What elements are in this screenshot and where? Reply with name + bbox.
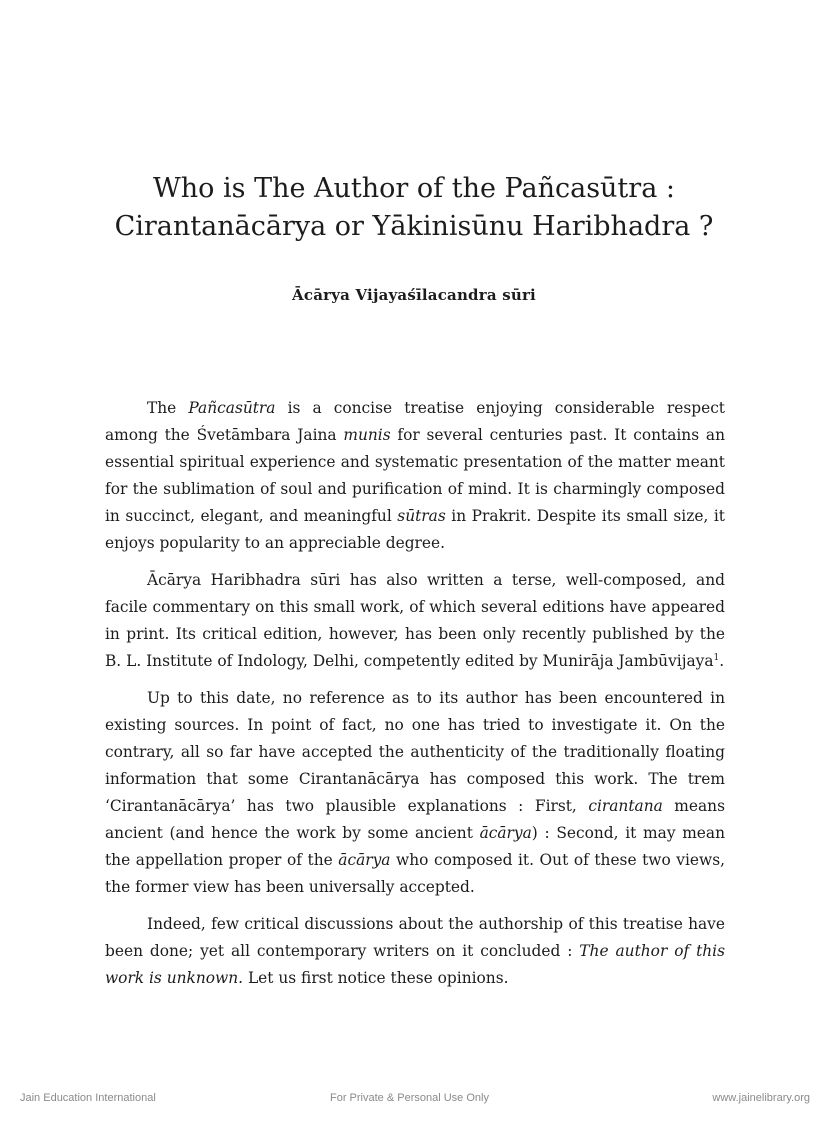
paragraph-3	[105, 685, 725, 901]
p3-text-a: Up to this date, no reference as to its author has been encountered in existing sources. In point of fact, no one has tried to investigate it. On the contrary, all so far have accepted the authenticity of the traditionally floating information that some Cirantanācārya has composed this work. The trem ‘Cirantanācārya’ has two plausible explanations : First,	[105, 689, 725, 815]
p1-italic-d: munis	[343, 426, 391, 444]
p1-italic-f: sūtras	[397, 507, 446, 525]
footnote-ref-1[interactable]: 1	[713, 652, 720, 663]
article-body	[105, 395, 725, 1002]
paragraph-4	[105, 911, 725, 992]
title-line-2: Cirantanācārya or Yākinisūnu Haribhadra ?	[114, 211, 714, 242]
p3-italic-b: cirantana	[588, 797, 663, 815]
author-name: Ācārya Vijayaśīlacandra sūri	[292, 286, 536, 304]
p1-italic-b: Pañcasūtra	[188, 399, 276, 417]
paragraph-1	[105, 395, 725, 557]
p3-italic-f: ācārya	[338, 851, 391, 869]
paragraph-2	[105, 567, 725, 675]
p2-text-a: Ācārya Haribhadra sūri has also written a terse, well-composed, and facile commentary on this small work, of which several editions have appeared in print. Its critical edition, however, has been only recently published by the B. L. Institute of Indology, Delhi, competently edited by Munirāja Jambūvijaya	[105, 571, 725, 670]
p1-text-e: for several centuries past. It contains an essential spiritual experience and systematic presentation of the matter meant for the sublimation of soul and purification of mind. It is charmingly composed in succinct, elegant, and meaningful	[105, 426, 725, 525]
p1-text-c: is a concise treatise enjoying considerable respect among the Śvetāmbara Jaina	[105, 399, 725, 444]
p3-text-e: ) : Second, it may mean the appellation proper of the	[105, 824, 725, 869]
p4-text-c: Let us first notice these opinions.	[243, 969, 509, 987]
p2-text-b: .	[719, 652, 725, 670]
p3-text-c: means ancient (and hence the work by some ancient	[105, 797, 725, 842]
footer-website-link[interactable]: www.jainelibrary.org	[712, 1092, 810, 1104]
p4-text-a: Indeed, few critical discussions about the authorship of this treatise have been done; yet all contemporary writers on it concluded :	[105, 915, 725, 960]
p3-text-g: who composed it. Out of these two views, the former view has been universally accepted.	[105, 851, 725, 896]
title-line-1: Who is The Author of the Pañcasūtra :	[153, 173, 675, 204]
p3-italic-d: ācārya	[479, 824, 532, 842]
p4-italic-b: The author of this work is unknown.	[105, 942, 725, 987]
footer-usage-note: For Private & Personal Use Only	[330, 1092, 489, 1104]
p1-text-g: in Prakrit. Despite its small size, it enjoys popularity to an appreciable degree.	[105, 507, 725, 552]
footer-publisher: Jain Education International	[20, 1092, 156, 1104]
page-title	[0, 170, 828, 246]
p1-text-a: The	[147, 399, 189, 417]
